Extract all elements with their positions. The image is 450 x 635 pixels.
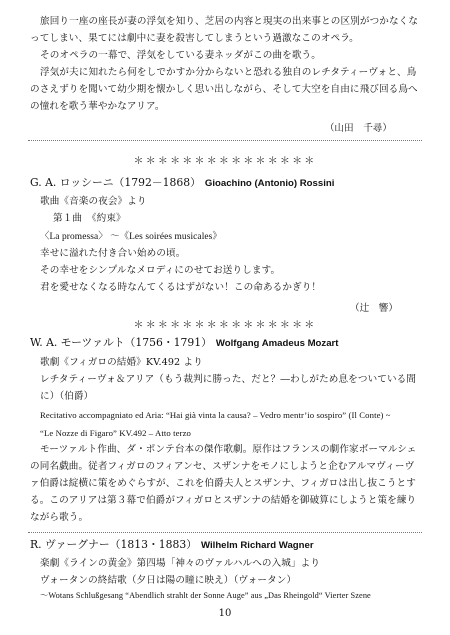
- text-line: ァ伯爵は綻横に策をめぐらすが、これを伯爵夫人とスザンナ、フィガロは出し抜こうとす: [30, 478, 416, 489]
- text-line: る。このアリアは第３幕で伯爵がフィガロとスザンナの結婚を御破算にしようと策を練り: [30, 495, 417, 506]
- composer-heading: [30, 336, 338, 351]
- text-line: ヴォータンの終結歌（夕日は陽の瞳に映え）（ヴォータン）: [40, 575, 297, 586]
- asterisk-separator: ＊＊＊＊＊＊＊＊＊＊＊＊＊＊＊: [133, 156, 317, 167]
- dotted-divider: [28, 532, 422, 533]
- author-credit: （山田 千尋）: [324, 123, 392, 134]
- composer-original-name: Wilhelm Richard Wagner: [201, 540, 314, 551]
- text-line: ながら歌う。: [30, 512, 89, 523]
- text-line: モーツァルト作曲、ダ・ポンテ台本の傑作歌劇。原作はフランスの劇作家ボーマルシェ: [40, 444, 417, 455]
- author-credit: （辻 響）: [350, 303, 398, 314]
- text-line: に）（伯爵）: [40, 391, 94, 402]
- text-line: 〈La promessa〉 ～《Les soirées musicales》: [40, 232, 222, 242]
- text-line: の憧れを歌う華やかなアリア。: [30, 101, 165, 112]
- page-number: 10: [218, 608, 232, 619]
- text-line: のさえずりを聞いて幼少期を懐かしく思い出しながら、そして大空を自由に飛び回る鳥へ: [30, 84, 418, 95]
- text-line: 歌曲《音楽の夜会》より: [40, 196, 147, 207]
- composer-name: W. A. モーツァルト（1756・1791）: [30, 336, 212, 349]
- text-line: 楽劇《ラインの黄金》第四場「神々のヴァルハルへの入城」より: [40, 558, 321, 569]
- text-line: 歌劇《フィガロの結婚》KV.492 より: [40, 357, 203, 368]
- text-line: 幸せに溢れた付き合い始めの頃。: [40, 248, 186, 259]
- composer-original-name: Wolfgang Amadeus Mozart: [215, 338, 339, 349]
- text-line: 浮気が夫に知れたら何をしでかすか分からないと恐れる独自のレチタティーヴォと、鳥: [40, 67, 417, 78]
- text-line: ってしまい、果てには劇中に妻を殺害してしまうという過激なこのオペラ。: [30, 33, 359, 44]
- composer-name: R. ヴァーグナー（1813・1883）: [30, 538, 198, 551]
- text-line: Recitativo accompagniato ed Aria: “Hai già vinta la causa? – Vedro mentr’io sospiro” (Il Conte) ~: [40, 410, 391, 420]
- text-line: そのオペラの一幕で、浮気をしている妻ネッダがこの曲を歌う。: [40, 50, 321, 61]
- composer-heading: [30, 538, 314, 553]
- text-line: その幸せをシンプルなメロディにのせてお送りします。: [40, 265, 281, 276]
- composer-name: G. A. ロッシーニ（1792－1868）: [30, 176, 201, 189]
- text-line: 君を愛せなくなる時なんてくるはずがない！この命あるかぎり！: [40, 282, 322, 293]
- text-line: レチタティーヴォ＆アリア（もう裁判に勝った、だと？―わしがため息をついている間: [40, 374, 417, 385]
- composer-heading: [30, 176, 334, 191]
- composer-original-name: Gioachino (Antonio) Rossini: [204, 178, 335, 189]
- text-line: 第１曲 《約束》: [53, 213, 126, 224]
- text-line: 旅回り一座の座長が妻の浮気を知り、芝居の内容と現実の出来事との区別がつかなくな: [40, 16, 419, 27]
- asterisk-separator: ＊＊＊＊＊＊＊＊＊＊＊＊＊＊＊: [133, 320, 317, 331]
- dotted-divider: [28, 140, 422, 141]
- text-line: の同名戯曲。従者フィガロのフィアンセ、スザンナをモノにしようと企むアルマヴィーヴ: [30, 461, 415, 472]
- text-line: “Le Nozze di Figaro” KV.492 – Atto terzo: [40, 428, 192, 438]
- text-line: ～Wotans Schlußgesang “Abendlich strahlt der Sonne Auge” aus „Das Rheingold“ Vierter Szene: [40, 591, 371, 600]
